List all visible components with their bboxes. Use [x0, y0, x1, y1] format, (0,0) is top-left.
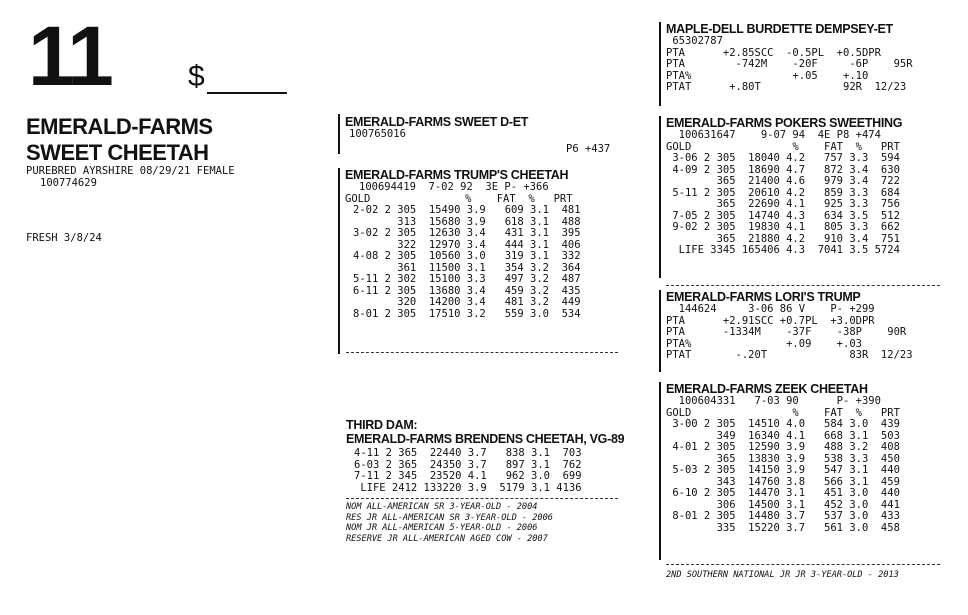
- lactation-row: 3-02 2 305 12630 3.4 431 3.1 395: [353, 227, 581, 239]
- sire-tag: P6 +437: [566, 143, 611, 155]
- proof-line: PTA -1334M -37F -38P 90R: [666, 326, 907, 338]
- proof-line: PTAT +.80T 92R 12/23: [666, 81, 907, 93]
- lactation-row: 343 14760 3.8 566 3.1 459: [666, 475, 900, 488]
- sire-name: EMERALD-FARMS SWEET D-ET: [345, 115, 529, 129]
- lactation-row: 6-10 2 305 14470 3.1 451 3.0 440: [666, 487, 900, 499]
- dams-dam-name: EMERALD-FARMS ZEEK CHEETAH: [666, 382, 868, 396]
- dam-block: [338, 168, 635, 354]
- lactation-row: 5-03 2 305 14150 3.9 547 3.1 440: [666, 464, 900, 476]
- dam-table-header: GOLD % FAT % PRT: [345, 192, 573, 205]
- lactation-row: 6-11 2 305 13680 3.4 459 3.2 435: [353, 284, 581, 297]
- award-line: RES JR ALL-AMERICAN SR 3-YEAR-OLD - 2006: [346, 512, 553, 523]
- proof-line: PTA +2.85SCC -0.5PL +0.5DPR: [666, 46, 881, 59]
- animal-name: [26, 114, 213, 166]
- lactation-row: 365 21400 4.6 979 3.4 722: [666, 175, 900, 187]
- animal-reg: 100774629: [40, 177, 97, 189]
- lactation-row: 3-06 2 305 18040 4.2 757 3.3 594: [666, 152, 900, 164]
- dam-info: 100694419 7-02 92 3E P- +366: [359, 181, 549, 193]
- proof-line: PTA% +.05 +.10: [666, 69, 869, 82]
- fresh-date: FRESH 3/8/24: [26, 232, 102, 244]
- lactation-row: 313 15680 3.9 618 3.1 488: [353, 215, 581, 228]
- dams-sire-proofs: [666, 304, 956, 362]
- lactation-row: 4-09 2 305 18690 4.7 872 3.4 630: [666, 163, 900, 176]
- lactation-row: 6-03 2 365 24350 3.7 897 3.1 762: [354, 458, 582, 471]
- third-dam-label: THIRD DAM:: [346, 418, 418, 432]
- award-line: RESERVE JR ALL-AMERICAN AGED COW - 2007: [346, 533, 548, 544]
- sires-sire-proofs: [666, 36, 956, 94]
- dam-name: EMERALD-FARMS TRUMP'S CHEETAH: [345, 168, 569, 182]
- sires-dam-records: [666, 153, 956, 257]
- lactation-row: 9-02 2 305 19830 4.1 805 3.3 662: [666, 221, 900, 233]
- dams-dam-block: [659, 382, 956, 560]
- animal-name-line2: SWEET CHEETAH: [26, 140, 209, 165]
- dams-sire-name: EMERALD-FARMS LORI'S TRUMP: [666, 290, 861, 304]
- lactation-row: 335 15220 3.7 561 3.0 458: [666, 521, 900, 534]
- proof-line: PTA% +.09 +.03: [666, 337, 862, 350]
- dams-dam-info: 100604331 7-03 90 P- +390: [666, 395, 881, 407]
- dams-dam-header: GOLD % FAT % PRT: [666, 406, 900, 419]
- dam-divider: [346, 352, 618, 353]
- lactation-row: 4-08 2 305 10560 3.0 319 3.1 332: [353, 250, 581, 262]
- lactation-row: 7-11 2 345 23520 4.1 962 3.0 699: [354, 470, 582, 482]
- sires-dam-name: EMERALD-FARMS POKERS SWEETHING: [666, 116, 903, 130]
- lot-number: 11: [28, 9, 111, 103]
- lactation-row: 349 16340 4.1 668 3.1 503: [666, 429, 900, 442]
- lactation-row: 322 12970 3.4 444 3.1 406: [353, 238, 581, 251]
- animal-name-line1: EMERALD-FARMS: [26, 114, 213, 139]
- lactation-row: LIFE 2412 133220 3.9 5179 3.1 4136: [354, 481, 582, 494]
- proof-line: PTA +2.91SCC +0.7PL +3.0DPR: [666, 314, 875, 327]
- third-dam-records: [354, 448, 646, 494]
- dams-sire-block: [659, 290, 956, 372]
- lactation-row: 361 11500 3.1 354 3.2 364: [353, 261, 581, 274]
- lactation-row: 320 14200 3.4 481 3.2 449: [353, 296, 581, 308]
- lactation-row: 5-11 2 305 20610 4.2 859 3.3 684: [666, 186, 900, 199]
- animal-details: PUREBRED AYRSHIRE 08/29/21 FEMALE: [26, 165, 235, 177]
- sires-dam-info: 100631647 9-07 94 4E P8 +474: [666, 129, 881, 141]
- lactation-row: 5-11 2 302 15100 3.3 497 3.2 487: [353, 273, 581, 285]
- sires-dam-divider: [666, 285, 940, 286]
- lactation-row: 365 21880 4.2 910 3.4 751: [666, 232, 900, 245]
- price-field: [188, 60, 287, 94]
- sire-reg: 100765016: [349, 128, 406, 140]
- lactation-row: 8-01 2 305 14480 3.7 537 3.0 433: [666, 510, 900, 522]
- lactation-row: 2-02 2 305 15490 3.9 609 3.1 481: [353, 204, 581, 216]
- third-dam-divider: [346, 498, 618, 499]
- sires-dam-block: [659, 116, 956, 278]
- dams-dam-records: [666, 419, 956, 534]
- dams-dam-divider: [666, 564, 940, 565]
- proof-line: 144624 3-06 86 V P- +299: [666, 303, 875, 315]
- lactation-row: 365 13830 3.9 538 3.3 450: [666, 452, 900, 465]
- sire-block: [338, 114, 635, 154]
- third-dam-name: EMERALD-FARMS BRENDENS CHEETAH, VG-89: [346, 432, 625, 446]
- sires-dam-header: GOLD % FAT % PRT: [666, 140, 900, 153]
- lactation-row: 365 22690 4.1 925 3.3 756: [666, 198, 900, 210]
- lactation-row: 4-01 2 305 12590 3.9 488 3.2 408: [666, 441, 900, 453]
- award-line: NOM ALL-AMERICAN SR 3-YEAR-OLD - 2004: [346, 502, 538, 512]
- lactation-row: 8-01 2 305 17510 3.2 559 3.0 534: [353, 307, 581, 320]
- lactation-row: 3-00 2 305 14510 4.0 584 3.0 439: [666, 418, 900, 430]
- lactation-row: 7-05 2 305 14740 4.3 634 3.5 512: [666, 209, 900, 222]
- dollar-sign: $: [188, 60, 205, 93]
- lactation-row: 4-11 2 365 22440 3.7 838 3.1 703: [354, 447, 582, 459]
- proof-line: 65302787: [666, 35, 723, 47]
- lactation-row: LIFE 3345 165406 4.3 7041 3.5 5724: [666, 244, 900, 256]
- sires-sire-block: [659, 22, 956, 106]
- third-dam-block: [346, 418, 646, 544]
- proof-line: PTA -742M -20F -6P 95R: [666, 58, 913, 70]
- price-blank-line: [207, 66, 287, 94]
- sires-sire-name: MAPLE-DELL BURDETTE DEMPSEY-ET: [666, 22, 893, 36]
- award-line: NOM JR ALL-AMERICAN 5-YEAR-OLD - 2006: [346, 523, 538, 533]
- dams-dam-award: 2ND SOUTHERN NATIONAL JR JR 3-YEAR-OLD - 2013: [666, 570, 899, 580]
- proof-line: PTAT -.20T 83R 12/23: [666, 349, 913, 361]
- third-dam-awards: [346, 502, 646, 544]
- dam-records: [353, 205, 635, 320]
- lactation-row: 306 14500 3.1 452 3.0 441: [666, 498, 900, 511]
